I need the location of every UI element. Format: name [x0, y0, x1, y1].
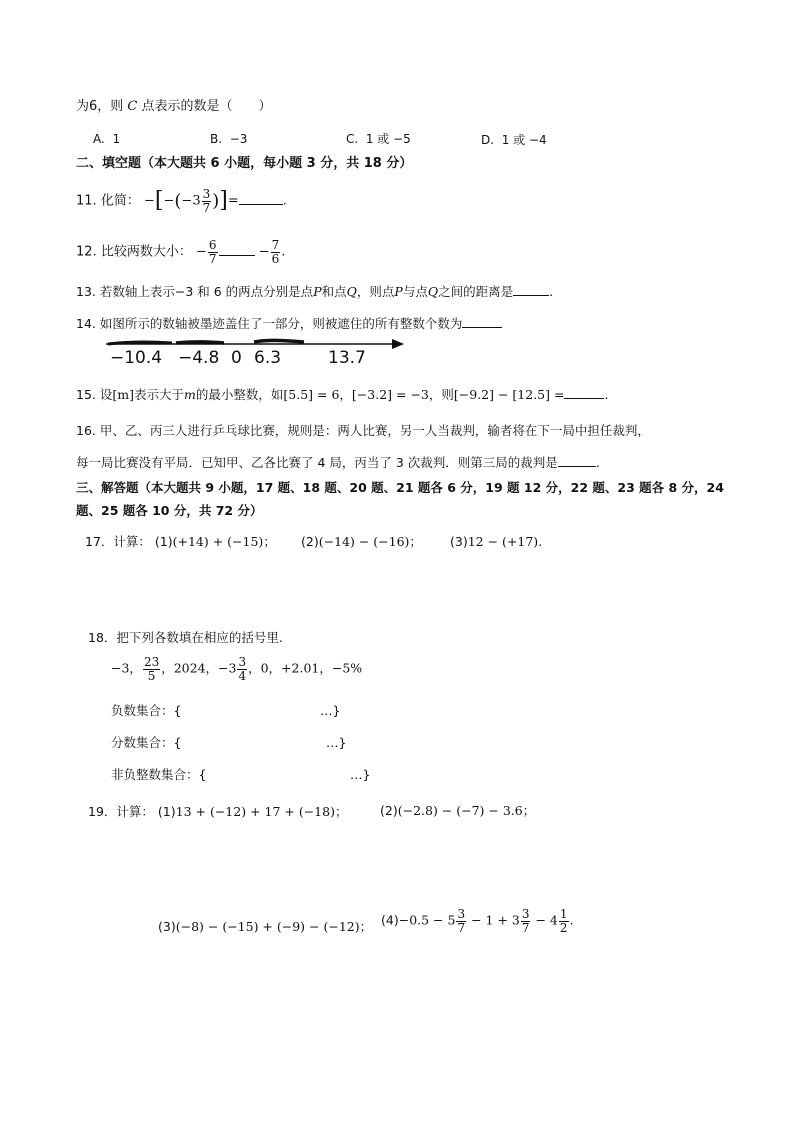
q11: 11. 化简： −[−(−3 $\frac{3}{7}$ )]= .: [76, 187, 287, 215]
q12-answer-blank[interactable]: [219, 243, 255, 256]
q18-fraction: $\frac{23}{5}$: [143, 655, 160, 683]
q17: 17．计算： (1)(+14) + (−15)；: [85, 534, 276, 549]
q18-set-negative: 负数集合：{: [111, 703, 182, 718]
nl-label-minus-4-8: −4.8: [178, 348, 220, 368]
ink-smudge-right: [254, 340, 304, 342]
nl-label-6-3: 6.3: [254, 348, 282, 368]
q16-number: 16.: [76, 423, 96, 438]
q11-fraction: $\frac{3}{7}$: [202, 187, 211, 215]
q12-fraction-a: $\frac{6}{7}$: [208, 238, 217, 266]
nl-label-13-7: 13.7: [328, 348, 366, 368]
q19-part4: (4)−0.5 − 5 $\frac{3}{7}$ − 1 + 3 $\frac{3}{7}$ − 4 $\frac{1}{2}$ .: [381, 907, 574, 935]
q17-part3: (3)12 − (+17).: [450, 534, 543, 549]
q10-option-a: A. 1: [93, 132, 121, 146]
q12-label: 比较两数大小：: [100, 244, 192, 260]
q10-stem: [76, 99, 272, 115]
q16-line1: 16. 甲、乙、丙三人进行乒乓球比赛，规则是：两人比赛，另一人当裁判，输者将在下一局中担任裁判，: [76, 423, 650, 438]
q16-line2: 每一局比赛没有平局．已知甲、乙各比赛了 4 局，丙当了 3 次裁判．则第三局的裁判是 .: [76, 455, 600, 470]
q10-stem-tail: 为6，则: [76, 99, 124, 114]
q15-number: 15.: [76, 387, 96, 402]
q12: 12. 比较两数大小： − $\frac{6}{7}$ − $\frac{7}{6}$ .: [76, 238, 286, 266]
section3-title-line1: 三、解答题（本大题共 9 小题，17 题、18 题、20 题、21 题各 6 分，19 题 12 分，22 题、23 题各 8 分，24: [76, 480, 724, 495]
q17-number: 17．: [85, 534, 114, 549]
q18-set-nonneg-integer: 非负整数集合：{: [111, 767, 207, 782]
q19-part2: (2)(−2.8) − (−7) − 3.6；: [380, 803, 536, 818]
q18-set-nonneg-integer-end: …}: [350, 767, 371, 782]
ink-smudge-middle: [176, 342, 224, 343]
q15-answer-blank[interactable]: [564, 386, 604, 399]
section3-title-line2: 题、25 题各 10 分，共 72 分）: [76, 503, 263, 518]
q12-number: 12.: [76, 244, 97, 260]
q11-number: 11.: [76, 193, 97, 209]
q11-answer-blank[interactable]: [239, 192, 283, 205]
q18-stem: 18．把下列各数填在相应的括号里.: [88, 630, 283, 645]
q18-numbers: −3， $\frac{23}{5}$ ，2024，−3 $\frac{3}{4}$ ，0，+2.01，−5%: [111, 655, 363, 683]
q15: 15. 设[m]表示大于m的最小整数，如[5.5] = 6，[−3.2] = −3，则[−9.2] − [12.5] = .: [76, 387, 609, 402]
nl-label-0: 0: [231, 348, 242, 368]
q17-part2: (2)(−14) − (−16)；: [301, 534, 422, 549]
q18-set-negative-end: …}: [320, 703, 341, 718]
axis-arrow-icon: [392, 339, 404, 349]
q10-option-b: B. −3: [210, 132, 248, 146]
q12-fraction-b: $\frac{7}{6}$: [271, 238, 280, 266]
q18-number: 18．: [88, 630, 117, 645]
q14: 14. 如图所示的数轴被墨迹盖住了一部分，则被遮住的所有整数个数为: [76, 315, 502, 331]
q13-answer-blank[interactable]: [513, 283, 549, 296]
section2-title: 二、填空题（本大题共 6 小题，每小题 3 分，共 18 分）: [76, 156, 413, 171]
q13-number: 13.: [76, 284, 96, 299]
q19-number: 19．: [88, 804, 117, 819]
q14-number-line: [106, 332, 410, 370]
q18-set-fraction-end: …}: [326, 735, 347, 750]
q16-answer-blank[interactable]: [558, 454, 596, 467]
q19-part1: 19．计算： (1)13 + (−12) + 17 + (−18)；: [88, 804, 348, 819]
q18-set-fraction: 分数集合：{: [111, 735, 182, 750]
q14-number: 14.: [76, 316, 96, 331]
q10-stem-end: 点表示的数是（ ）: [141, 99, 272, 114]
q10-var-c: C: [127, 99, 138, 114]
q14-answer-blank[interactable]: [462, 315, 502, 328]
q18-mixed-fraction: $\frac{3}{4}$: [238, 655, 247, 683]
q10-option-c: C. 1 或 −5: [346, 132, 411, 146]
q10-option-d: D. 1 或 −4: [481, 133, 547, 147]
q19-part3: (3)(−8) − (−15) + (−9) − (−12)；: [158, 919, 373, 934]
q11-label: 化简：: [100, 193, 140, 209]
nl-label-minus-10-4: −10.4: [110, 348, 163, 368]
q13: 13. 若数轴上表示−3 和 6 的两点分别是点P和点Q，则点P与点Q之间的距离是 .: [76, 284, 554, 299]
